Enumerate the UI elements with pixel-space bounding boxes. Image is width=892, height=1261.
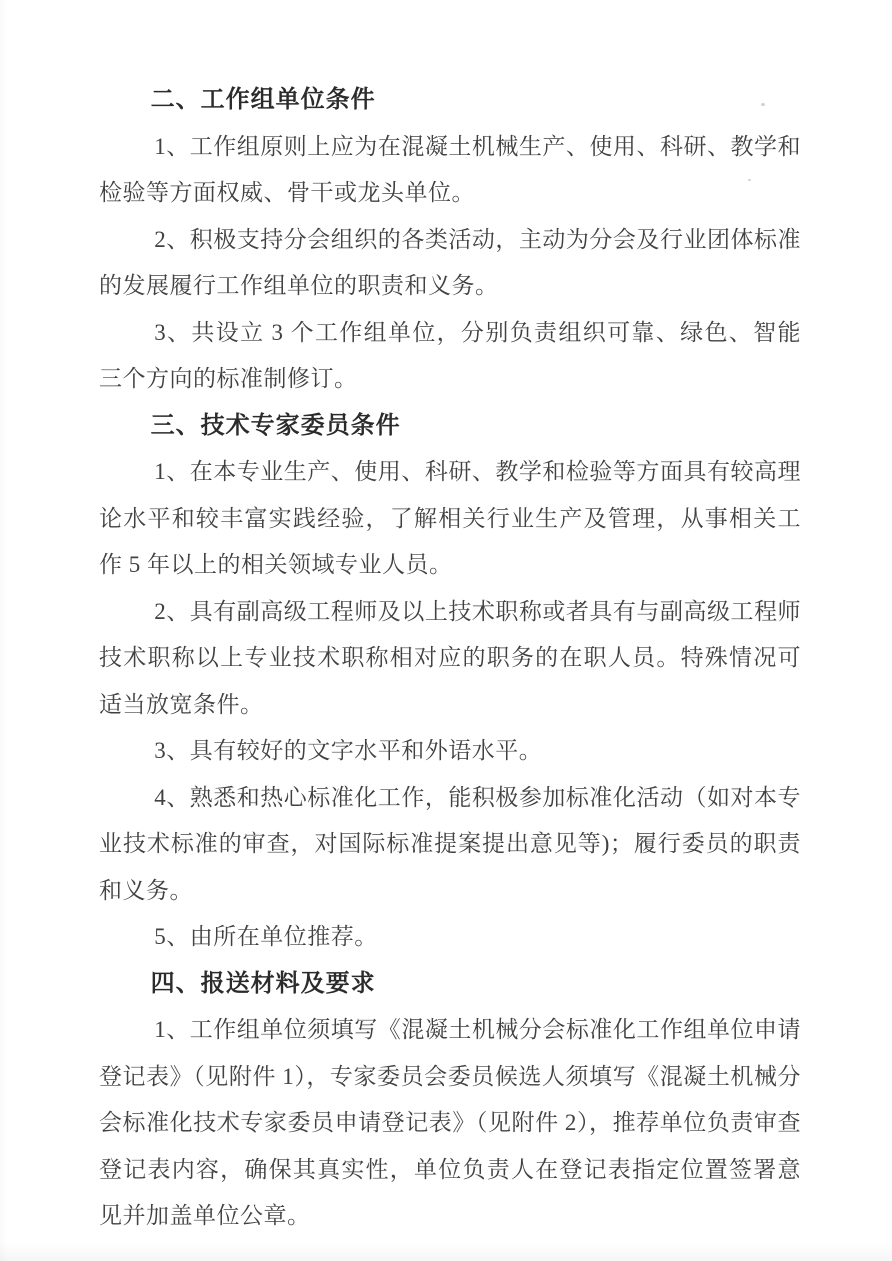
paragraph: 2、积极支持分会组织的各类活动，主动为分会及行业团体标准的发展履行工作组单位的职责和义务。 <box>99 226 801 298</box>
paragraph: 3、具有较好的文字水平和外语水平。 <box>154 738 543 763</box>
section-heading-submission-materials: 四、报送材料及要求 <box>150 969 376 997</box>
paragraph: 1、工作组单位须填写《混凝土机械分会标准化工作组单位申请登记表》（见附件 1），专家委员会委员候选人须填写《混凝土机械分会标准化技术专家委员申请登记表》（见附件 2），推荐单位负责审查登记表内容，确保其真实性，单位负责人在登记表指定位置签署意见并加盖单位公章。 <box>99 1017 801 1228</box>
paragraph: 4、熟悉和热心标准化工作，能积极参加标准化活动（如对本专业技术标准的审查，对国际标准提案提出意见等)；履行委员的职责和义务。 <box>99 784 801 903</box>
paragraph: 2、具有副高级工程师及以上技术职称或者具有与副高级工程师技术职称以上专业技术职称相对应的职务的在职人员。特殊情况可适当放宽条件。 <box>99 598 801 717</box>
paragraph: 3、共设立 3 个工作组单位，分别负责组织可靠、绿色、智能三个方向的标准制修订。 <box>99 319 801 391</box>
paragraph: 1、在本专业生产、使用、科研、教学和检验等方面具有较高理论水平和较丰富实践经验，了解相关行业生产及管理，从事相关工作 5 年以上的相关领域专业人员。 <box>99 459 801 577</box>
section-heading-expert-member-conditions: 三、技术专家委员条件 <box>150 411 401 439</box>
section-heading-workgroup-unit-conditions: 二、工作组单位条件 <box>150 86 376 113</box>
document-body <box>99 77 801 1240</box>
paragraph: 1、工作组原则上应为在混凝土机械生产、使用、科研、教学和检验等方面权威、骨干或龙头单位。 <box>99 133 801 205</box>
paragraph: 5、由所在单位推荐。 <box>154 924 378 949</box>
